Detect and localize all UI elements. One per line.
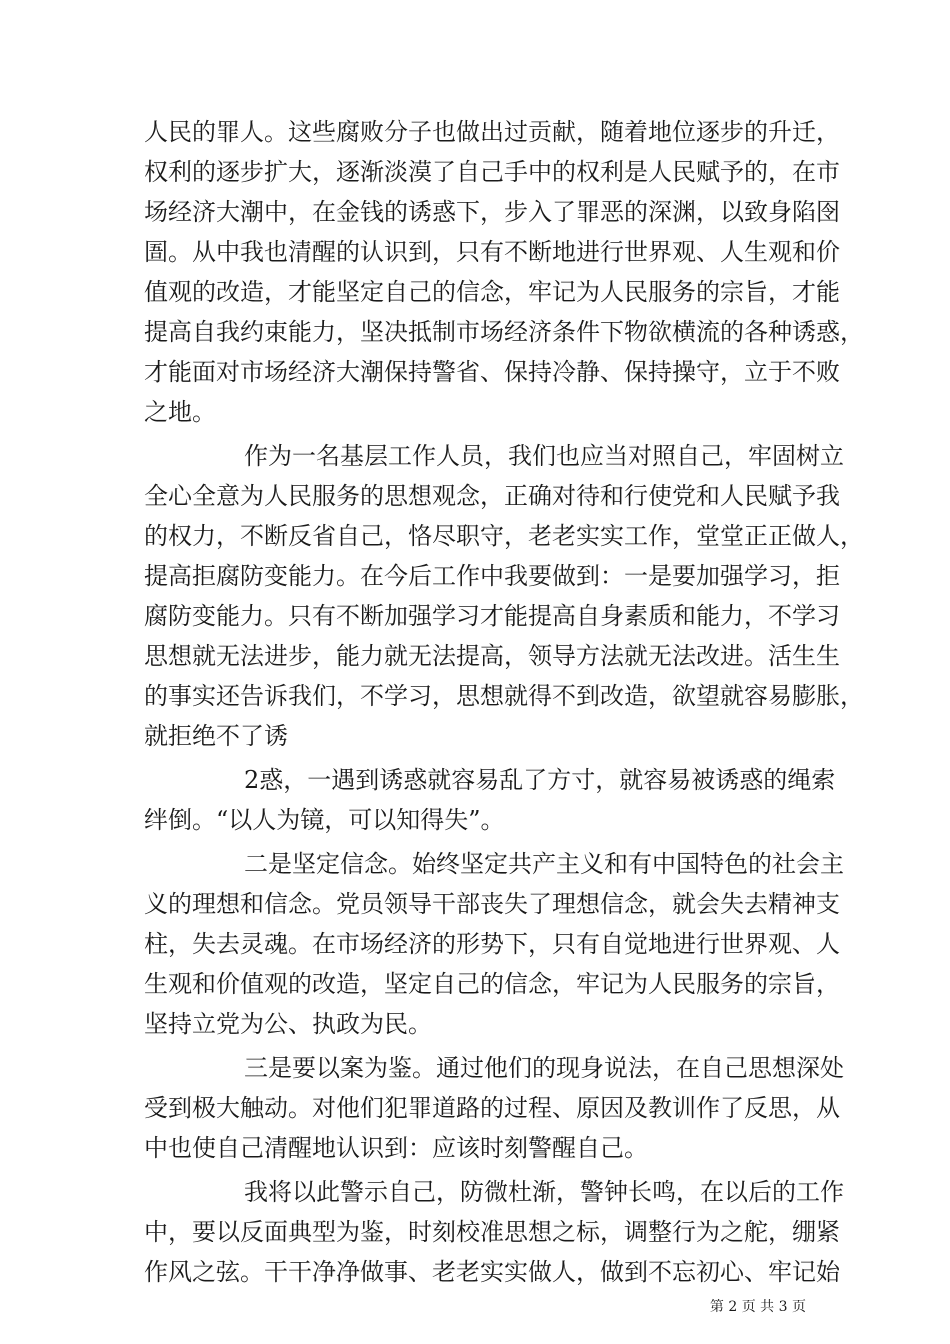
text-line: 思想就无法进步，能力就无法提高，领导方法就无法改进。活生生 — [144, 642, 840, 670]
text-line: 的权力，不断反省自己，恪尽职守，老老实实工作，堂堂正正做人， — [144, 522, 864, 550]
text-line: 提高自我约束能力，坚决抵制市场经济条件下物欲横流的各种诱惑， — [144, 318, 864, 346]
text-line: 柱，失去灵魂。在市场经济的形势下，只有自觉地进行世界观、人 — [144, 930, 840, 958]
text-line: 权利的逐步扩大，逐渐淡漠了自己手中的权利是人民赋予的，在市 — [144, 158, 840, 186]
text-line: 中也使自己清醒地认识到：应该时刻警醒自己。 — [144, 1134, 648, 1162]
text-line: 就拒绝不了诱 — [144, 722, 288, 750]
text-line: 腐防变能力。只有不断加强学习才能提高自身素质和能力，不学习 — [144, 602, 840, 630]
text-line: 人民的罪人。这些腐败分子也做出过贡献，随着地位逐步的升迁， — [144, 118, 840, 146]
text-line: 圄。从中我也清醒的认识到，只有不断地进行世界观、人生观和价 — [144, 238, 840, 266]
paragraph-start-line: 三是要以案为鉴。通过他们的现身说法，在自己思想深处 — [244, 1054, 844, 1082]
paragraph-start-line: 作为一名基层工作人员，我们也应当对照自己，牢固树立 — [244, 442, 844, 470]
paragraph-start-line: 二是坚定信念。始终坚定共产主义和有中国特色的社会主 — [244, 850, 844, 878]
text-line: 义的理想和信念。党员领导干部丧失了理想信念，就会失去精神支 — [144, 890, 840, 918]
text-line: 场经济大潮中，在金钱的诱惑下，步入了罪恶的深渊，以致身陷囹 — [144, 198, 840, 226]
page-number-footer: 第 2 页 共 3 页 — [709, 1299, 806, 1315]
text-line: 之地。 — [144, 398, 216, 426]
text-line: 全心全意为人民服务的思想观念，正确对待和行使党和人民赋予我 — [144, 482, 840, 510]
text-line: 值观的改造，才能坚定自己的信念，牢记为人民服务的宗旨，才能 — [144, 278, 840, 306]
text-line: 受到极大触动。对他们犯罪道路的过程、原因及教训作了反思，从 — [144, 1094, 840, 1122]
paragraph-start-line: 2惑，一遇到诱惑就容易乱了方寸，就容易被诱惑的绳索 — [244, 766, 836, 794]
text-line: 绊倒。“以人为镜，可以知得失”。 — [144, 806, 505, 834]
paragraph-start-line: 我将以此警示自己，防微杜渐，警钟长鸣，在以后的工作 — [244, 1178, 844, 1206]
text-line: 的事实还告诉我们，不学习，思想就得不到改造，欲望就容易膨胀， — [144, 682, 864, 710]
text-line: 坚持立党为公、执政为民。 — [144, 1010, 432, 1038]
text-line: 作风之弦。干干净净做事、老老实实做人，做到不忘初心、牢记始 — [144, 1258, 840, 1286]
text-line: 才能面对市场经济大潮保持警省、保持冷静、保持操守，立于不败 — [144, 358, 840, 386]
text-line: 生观和价值观的改造，坚定自己的信念，牢记为人民服务的宗旨， — [144, 970, 840, 998]
text-line: 中，要以反面典型为鉴，时刻校准思想之标，调整行为之舵，绷紧 — [144, 1218, 840, 1246]
text-line: 提高拒腐防变能力。在今后工作中我要做到：一是要加强学习，拒 — [144, 562, 840, 590]
